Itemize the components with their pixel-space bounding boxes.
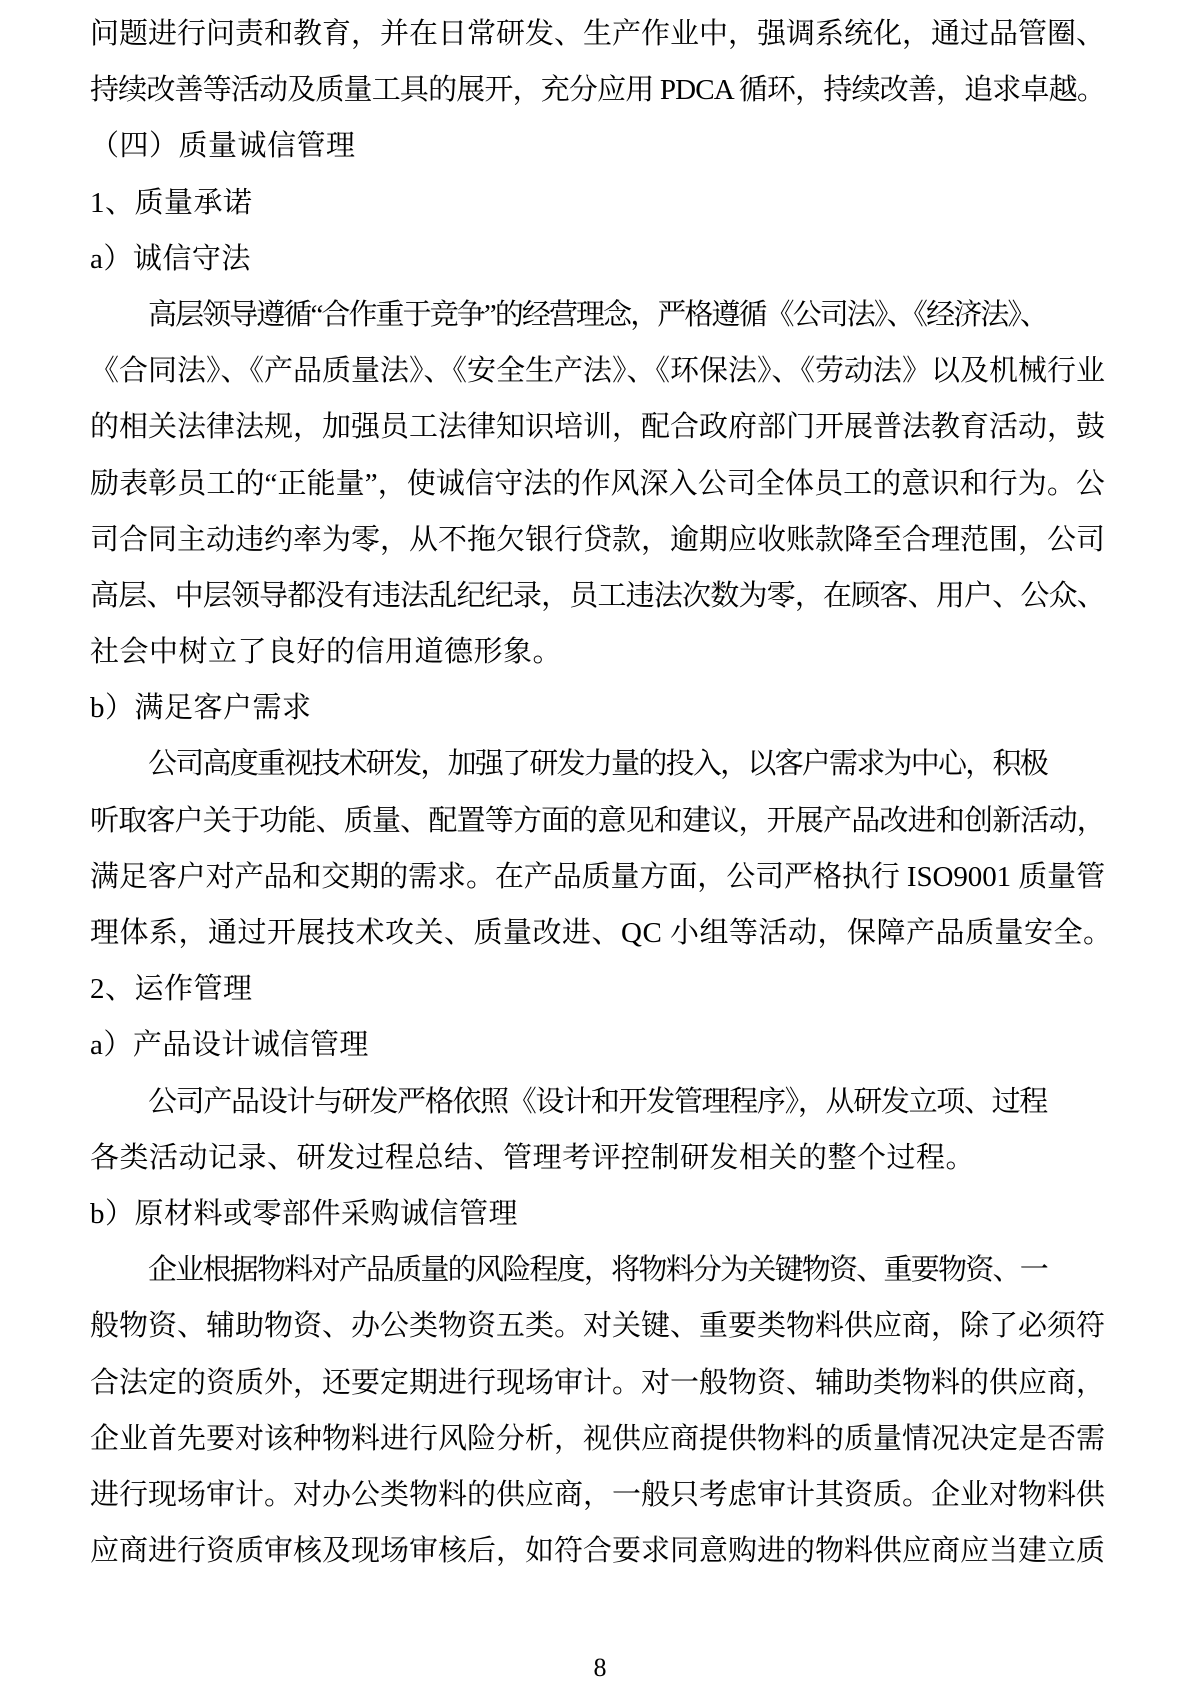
text-line: （四）质量诚信管理 [90, 130, 356, 163]
text-line: 公司高度重视技术研发，加强了研发力量的投入，以客户需求为中心，积极 [148, 748, 1047, 781]
text-line: a）产品设计诚信管理 [90, 1029, 369, 1062]
text-line: 应商进行资质审核及现场审核后，如符合要求同意购进的物料供应商应当建立质 [90, 1535, 1105, 1568]
text-line: 满足客户对产品和交期的需求。在产品质量方面，公司严格执行 ISO9001 质量管 [90, 860, 1105, 893]
text-line: 高层领导遵循“合作重于竞争”的经营理念，严格遵循《公司法》、《经济法》、 [148, 298, 1047, 331]
text-line: 公司产品设计与研发严格依照《设计和开发管理程序》，从研发立项、过程 [148, 1085, 1047, 1118]
text-line: b）原材料或零部件采购诚信管理 [90, 1197, 519, 1230]
page-footer [0, 1653, 1200, 1683]
text-line: a）诚信守法 [90, 242, 251, 275]
text-line: 合法定的资质外，还要定期进行现场审计。对一般物资、辅助类物料的供应商， [90, 1366, 1105, 1399]
text-line: 高层、中层领导都没有违法乱纪纪录，员工违法次数为零，在顾客、用户、公众、 [90, 579, 1105, 612]
text-line: 问题进行问责和教育，并在日常研发、生产作业中，强调系统化，通过品管圈、 [90, 18, 1105, 50]
text-line: b）满足客户需求 [90, 692, 312, 725]
text-line: 般物资、辅助物资、办公类物资五类。对关键、重要类物料供应商，除了必须符 [90, 1310, 1105, 1343]
text-line: 听取客户关于功能、质量、配置等方面的意见和建议，开展产品改进和创新活动， [90, 804, 1105, 837]
text-line: 进行现场审计。对办公类物料的供应商，一般只考虑审计其资质。企业对物料供 [90, 1478, 1105, 1511]
text-line: 企业根据物料对产品质量的风险程度，将物料分为关键物资、重要物资、一 [148, 1254, 1047, 1287]
text-line: 社会中树立了良好的信用道德形象。 [90, 636, 563, 669]
text-line: 1、质量承诺 [90, 186, 253, 219]
text-line: 理体系，通过开展技术攻关、质量改进、QC 小组等活动，保障产品质量安全。 [90, 917, 1113, 949]
text-line: 《合同法》、《产品质量法》、《安全生产法》、《环保法》、《劳动法》以及机械行业 [90, 355, 1105, 388]
page-number: 8 [593, 1653, 607, 1682]
text-line: 司合同主动违约率为零，从不拖欠银行贷款，逾期应收账款降至合理范围，公司 [90, 523, 1105, 556]
text-line: 各类活动记录、研发过程总结、管理考评控制研发相关的整个过程。 [90, 1141, 976, 1174]
text-line: 企业首先要对该种物料进行风险分析，视供应商提供物料的质量情况决定是否需 [90, 1422, 1105, 1455]
text-line: 的相关法律法规，加强员工法律知识培训，配合政府部门开展普法教育活动，鼓 [90, 411, 1105, 444]
text-line: 2、运作管理 [90, 973, 253, 1006]
text-line: 励表彰员工的“正能量”，使诚信守法的作风深入公司全体员工的意识和行为。公 [90, 467, 1105, 500]
text-line: 持续改善等活动及质量工具的展开，充分应用 PDCA 循环，持续改善，追求卓越。 [90, 74, 1105, 107]
